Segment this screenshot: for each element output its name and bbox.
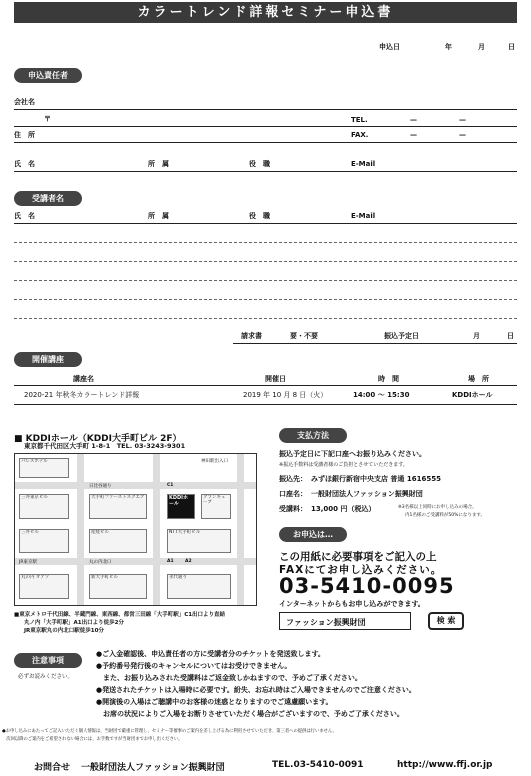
- fee-value: 13,000 円（税込）: [311, 505, 376, 513]
- map-road-h1: [15, 482, 257, 489]
- access-line-2: 丸ノ内「大手町駅」A1出口より徒歩2分: [24, 620, 124, 626]
- map-road-h2: [15, 558, 257, 565]
- section-notes: 注意事項: [14, 653, 82, 668]
- section-attendees: 受講者名: [14, 191, 82, 206]
- map-exit-a2: A2: [185, 559, 192, 564]
- tel-dash-2: —: [459, 116, 466, 124]
- map-tokiwa: 三井ビル: [19, 529, 69, 553]
- course-header-line: [14, 385, 517, 386]
- footer-url[interactable]: http://www.ffj.or.jp: [397, 760, 493, 770]
- section-applicant: 申込責任者: [14, 68, 82, 83]
- note-item-4: ●発送されたチケットは入場時に必要です。紛失、お忘れ時はご入場できませんのでご注意ください。: [96, 686, 416, 694]
- map-road-v2: [153, 454, 160, 606]
- search-button[interactable]: 検 索: [428, 612, 464, 630]
- course-header-place: 場 所: [468, 375, 489, 383]
- note-item-5: ●開演後の入場はご聴講中のお客様の迷惑となりますのでご遠慮願います。: [96, 698, 333, 706]
- note-item-3: また、お振り込みされた受講料はご返金致しかねますので、予めご了承ください。: [96, 674, 362, 682]
- date-day-label: 日: [508, 43, 515, 51]
- payment-line-1-note: ※振込手数料は受講者様のご負担とさせていただきます。: [279, 462, 408, 468]
- course-time: 14:00 〜 15:30: [353, 391, 410, 399]
- map-road-v1: [77, 454, 84, 606]
- attendee-email-label: E-Mail: [351, 212, 376, 220]
- fax-number: 03-5410-0095: [279, 574, 455, 598]
- transfer-day-label: 日: [507, 332, 514, 340]
- course-date: 2019 年 10 月 8 日（火）: [243, 391, 328, 399]
- map-marunouchi: 丸の内 オアゾ: [19, 574, 69, 599]
- map-sanno: 大手町ファーストスクエア: [89, 494, 147, 519]
- map-otemachi-street: 日比谷通り: [89, 484, 112, 489]
- course-header-time: 時 間: [378, 375, 399, 383]
- footer-org: 一般財団法人ファッション振興財団: [81, 763, 225, 773]
- apply-line-1: この用紙に必要事項をご記入の上: [279, 551, 437, 563]
- privacy-line-2: 次回以降のご案内をご希望されない場合には、お手数ですが当財団までお申し出ください。: [2, 737, 183, 742]
- note-item-1: ●ご入金確認後、申込責任者の方に受講者分のチケットを発送致します。: [96, 650, 325, 658]
- privacy-line-1: ●お申し込みにあたってご記入いただく個人情報は、当財団で厳重に管理し、セミナー等催事のご案内を差し上げる為に利用させていただき、第三者への提供は行いません。: [2, 729, 337, 734]
- note-item-6: お席の状況によりご入場をお断りさせていただく場合がございますので、予めご了承ください。: [96, 710, 404, 718]
- applicant-email-label: E-Mail: [351, 160, 376, 168]
- access-map: [14, 453, 257, 606]
- map-kddi-hall: KDDIホール: [167, 494, 195, 519]
- payment-line-1: 振込予定日に下記口座へお振り込みください。: [279, 450, 426, 458]
- map-sankei: 産経ビル: [89, 529, 147, 553]
- fee-label: 受講料：: [279, 505, 307, 513]
- applicant-dept-label: 所 属: [148, 160, 169, 168]
- date-year-label: 年: [445, 43, 452, 51]
- map-jr-station: JR東京駅: [19, 560, 37, 565]
- attendee-name-label: 氏 名: [14, 212, 35, 220]
- footer-tel: TEL.03-5410-0091: [272, 760, 364, 770]
- company-line: [14, 109, 517, 110]
- fax-label: FAX.: [351, 131, 369, 139]
- fax-dash-1: —: [410, 131, 417, 139]
- map-sanwa: 三井東京ビル: [19, 494, 69, 519]
- internet-note: インターネットからもお申し込みができます。: [279, 600, 425, 608]
- search-input-text: ファッション振興財団: [286, 618, 366, 627]
- transfer-month-label: 月: [473, 332, 480, 340]
- applicant-position-label: 役 職: [249, 160, 270, 168]
- tel-label: TEL.: [351, 116, 368, 124]
- tel-dash-1: —: [410, 116, 417, 124]
- venue-address: 東京都千代田区大手町 1-8-1 TEL. 03-3243-9301: [24, 442, 186, 450]
- map-palace: パレスホテル: [19, 458, 69, 478]
- fee-note-1: ※3名様以上同時にお申し込みの場合、: [398, 505, 477, 510]
- access-line-3: JR東京駅丸の内北口駅徒歩10分: [24, 628, 104, 634]
- attendee-row-4[interactable]: [14, 299, 517, 300]
- footer-contact: お問合せ: [34, 763, 71, 773]
- course-row-line: [14, 404, 517, 405]
- access-line-1: ■東京メトロ千代田線、半蔵門線、東西線、都営三田線「大手町駅」C1出口より直結: [14, 612, 226, 618]
- map-road-v3: [237, 454, 244, 606]
- date-month-label: 月: [478, 43, 485, 51]
- map-green: グランキューブ: [201, 494, 231, 519]
- bank-label: 振込先：: [279, 475, 307, 483]
- search-input[interactable]: [279, 612, 411, 630]
- notes-must-read: 必ずお読みください。: [18, 674, 74, 680]
- course-name: 2020-21 年秋冬カラートレンド詳報: [24, 391, 140, 399]
- map-shin: 新大手町ビル: [89, 574, 147, 599]
- date-label: 申込日: [379, 43, 400, 51]
- transfer-date-label: 振込予定日: [384, 332, 419, 340]
- bank-value: みずほ銀行新宿中央支店 普通 1616555: [311, 475, 441, 483]
- course-header-name: 講座名: [73, 375, 94, 383]
- venue-title: ■ KDDIホール（KDDI大手町ビル 2F）: [14, 434, 182, 444]
- course-header-date: 開催日: [265, 375, 286, 383]
- map-kita-exit: 丸の内北口: [89, 560, 112, 565]
- tel-line: [14, 126, 517, 127]
- applicant-name-line: [14, 171, 517, 172]
- map-exit-c1: C1: [167, 483, 174, 488]
- attendee-row-5[interactable]: [14, 318, 517, 319]
- map-exit-a1: A1: [167, 559, 174, 564]
- map-ntt: NTT大手町ビル: [167, 529, 231, 553]
- section-apply: お申込は…: [279, 527, 347, 542]
- invoice-need-option[interactable]: 要・不要: [290, 332, 318, 340]
- attendee-position-label: 役 職: [249, 212, 270, 220]
- postal-label: 〒: [44, 115, 51, 123]
- address-label: 住 所: [14, 131, 35, 139]
- note-item-2: ●予約番号発行後のキャンセルについてはお受けできません。: [96, 662, 292, 670]
- page-title: カラートレンド詳報セミナー申込書: [14, 2, 517, 23]
- attendee-row-1[interactable]: [14, 242, 517, 243]
- attendee-row-2[interactable]: [14, 261, 517, 262]
- map-nihonbashi: 神田駅出入口: [201, 459, 228, 464]
- course-place: KDDIホール: [452, 391, 493, 399]
- billing-line: [233, 343, 517, 344]
- invoice-label: 請求書: [241, 332, 262, 340]
- account-label: 口座名：: [279, 490, 307, 498]
- map-eitai: 永代通り: [167, 574, 231, 599]
- attendee-row-3[interactable]: [14, 280, 517, 281]
- applicant-name-label: 氏 名: [14, 160, 35, 168]
- attendee-dept-label: 所 属: [148, 212, 169, 220]
- company-label: 会社名: [14, 98, 35, 106]
- attendee-header-line: [14, 223, 517, 224]
- account-value: 一般財団法人ファッション振興財団: [311, 490, 423, 498]
- apply-line-2: FAXにてお申し込みください。: [279, 564, 443, 576]
- fax-dash-2: —: [459, 131, 466, 139]
- address-line: [14, 142, 517, 143]
- fee-note-2: 内1名様のご受講料が50%になります。: [405, 513, 486, 518]
- section-course: 開催講座: [14, 352, 82, 367]
- section-payment: 支払方法: [279, 428, 347, 443]
